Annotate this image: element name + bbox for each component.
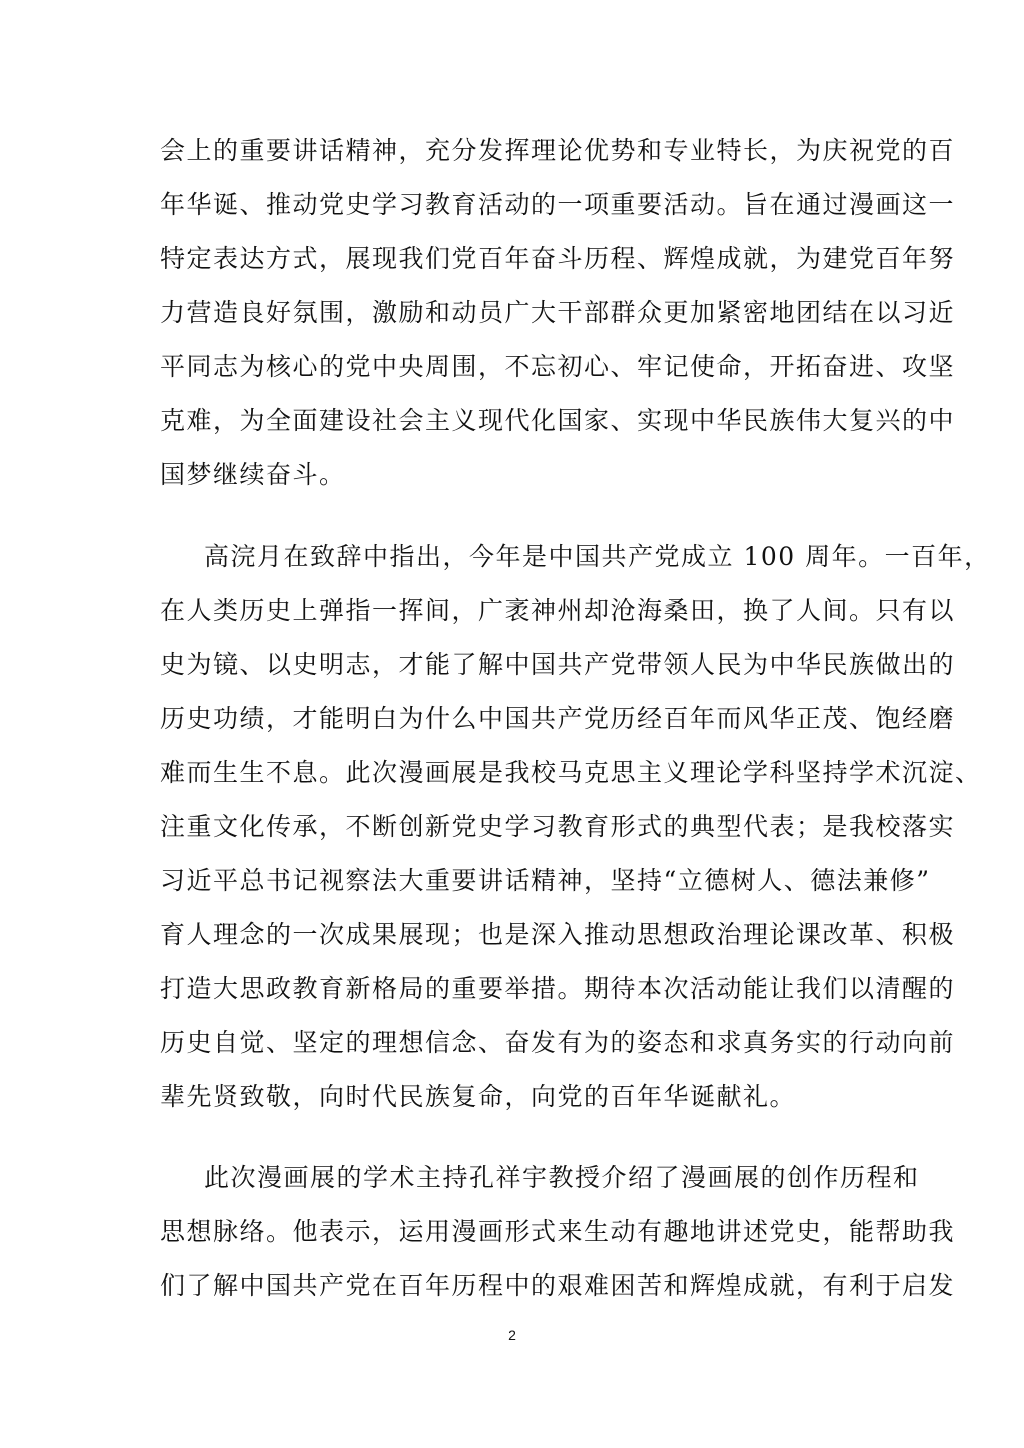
text-line: 辈先贤致敬，向时代民族复命，向党的百年华诞献礼。 — [160, 1082, 797, 1111]
text-line: 思想脉络。他表示，运用漫画形式来生动有趣地讲述党史，能帮助我 — [160, 1217, 956, 1246]
text-line: 此次漫画展的学术主持孔祥宇教授介绍了漫画展的创作历程和 — [204, 1163, 920, 1192]
page-number: 2 — [508, 1327, 516, 1343]
text-line: 力营造良好氛围，激励和动员广大干部群众更加紧密地团结在以习近 — [160, 298, 956, 327]
text-line: 注重文化传承，不断创新党史学习教育形式的典型代表；是我校落实 — [160, 812, 956, 841]
paragraph-2 — [160, 530, 991, 1124]
text-line: 育人理念的一次成果展现；也是深入推动思想政治理论课改革、积极 — [160, 920, 956, 949]
text-line: 特定表达方式，展现我们党百年奋斗历程、辉煌成就，为建党百年努 — [160, 244, 956, 273]
text-line: 平同志为核心的党中央周围，不忘初心、牢记使命，开拓奋进、攻坚 — [160, 352, 956, 381]
text-line: 历史功绩，才能明白为什么中国共产党历经百年而风华正茂、饱经磨 — [160, 704, 956, 733]
text-line: 难而生生不息。此次漫画展是我校马克思主义理论学科坚持学术沉淀、 — [160, 758, 982, 787]
text-line: 国梦继续奋斗。 — [160, 460, 346, 489]
text-line: 会上的重要讲话精神，充分发挥理论优势和专业特长，为庆祝党的百 — [160, 136, 956, 165]
text-line: 历史自觉、坚定的理想信念、奋发有为的姿态和求真务实的行动向前 — [160, 1028, 956, 1057]
text-line: 们了解中国共产党在百年历程中的艰难困苦和辉煌成就，有利于启发 — [160, 1271, 956, 1300]
paragraph-1 — [160, 124, 956, 502]
text-line: 高浣月在致辞中指出，今年是中国共产党成立 100 周年。一百年， — [204, 542, 991, 571]
text-line: 在人类历史上弹指一挥间，广袤神州却沧海桑田，换了人间。只有以 — [160, 596, 956, 625]
text-line: 史为镜、以史明志，才能了解中国共产党带领人民为中华民族做出的 — [160, 650, 956, 679]
text-line: 克难，为全面建设社会主义现代化国家、实现中华民族伟大复兴的中 — [160, 406, 956, 435]
text-line: 年华诞、推动党史学习教育活动的一项重要活动。旨在通过漫画这一 — [160, 190, 956, 219]
text-line: 习近平总书记视察法大重要讲话精神，坚持“立德树人、德法兼修” — [160, 866, 931, 895]
text-line: 打造大思政教育新格局的重要举措。期待本次活动能让我们以清醒的 — [160, 974, 956, 1003]
paragraph-3 — [160, 1151, 956, 1313]
